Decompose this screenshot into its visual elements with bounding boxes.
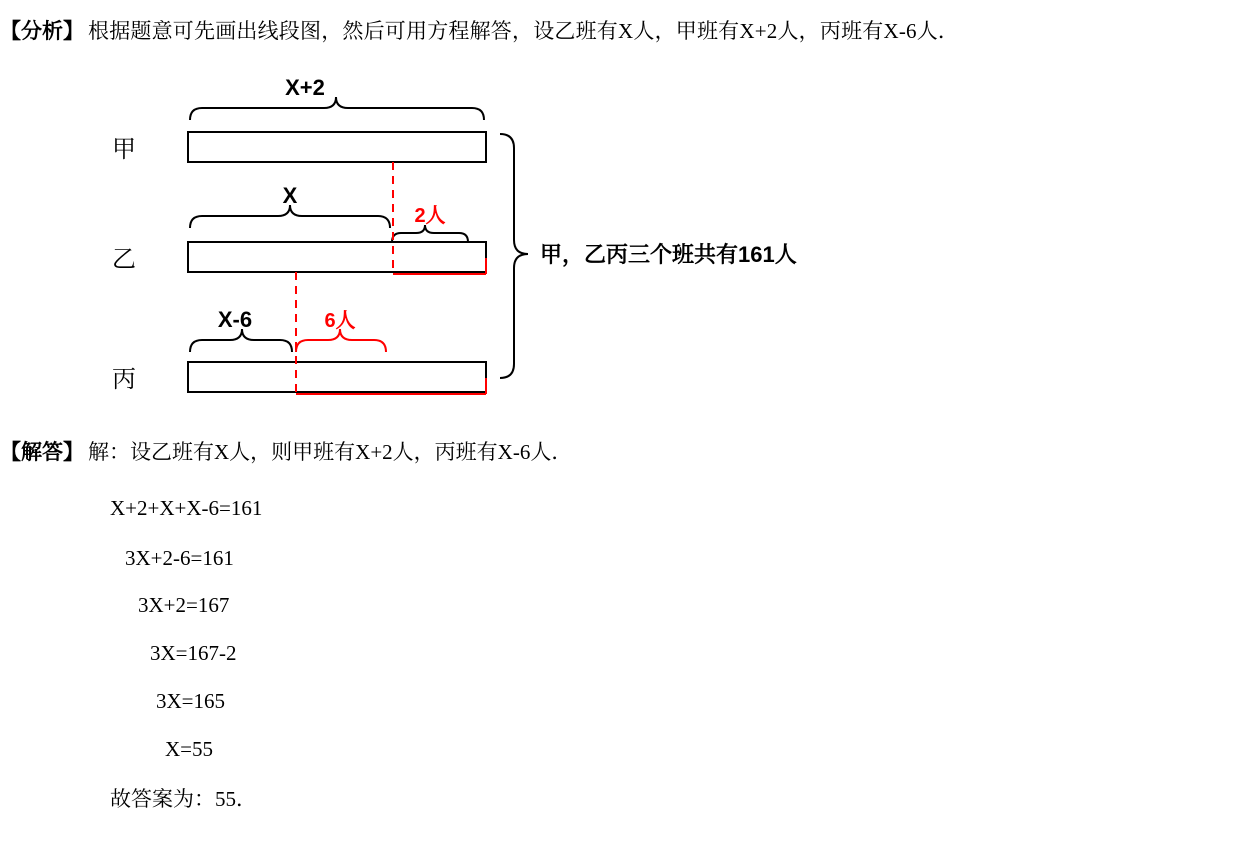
bar-yi <box>188 242 486 272</box>
label-x: X <box>282 183 298 208</box>
final-answer: 故答案为：55． <box>110 787 257 811</box>
label-bing: 丙 <box>112 366 136 393</box>
label-2-people: 2人 <box>414 205 446 227</box>
equation-step: 3X=165 <box>156 689 226 713</box>
analysis-body: 根据题意可先画出线段图，然后可用方程解答，设乙班有X人，甲班有X+2人，丙班有X-6人． <box>88 19 960 43</box>
line-segment-diagram <box>100 62 920 402</box>
equation-step: 3X+2=167 <box>138 593 230 617</box>
label-x-minus-6: X-6 <box>217 307 253 332</box>
analysis-tag: 【分析】 <box>0 19 84 43</box>
solution-tag: 【解答】 <box>0 440 84 464</box>
brace-small-2-people <box>392 225 468 242</box>
label-jia: 甲 <box>112 136 136 163</box>
equation-step: X+2+X+X-6=161 <box>110 496 263 520</box>
bar-bing <box>188 362 486 392</box>
equation-step: 3X=167-2 <box>150 641 237 665</box>
brace-top-x-plus-2 <box>190 97 484 120</box>
equation-step: 3X+2-6=161 <box>125 546 234 570</box>
label-total-students: 甲，乙丙三个班共有161人 <box>540 242 797 267</box>
brace-total <box>500 134 528 378</box>
analysis-paragraph <box>0 16 1234 46</box>
brace-small-6-people <box>296 329 386 352</box>
brace-mid-x <box>190 205 390 228</box>
solution-body: 解：设乙班有X人，则甲班有X+2人，丙班有X-6人． <box>88 440 573 464</box>
label-yi: 乙 <box>112 246 136 273</box>
equation-step: X=55 <box>165 737 214 761</box>
brace-bottom-x-minus-6 <box>190 329 292 352</box>
label-x-plus-2: X+2 <box>285 75 325 100</box>
label-6-people: 6人 <box>324 310 356 332</box>
solution-paragraph <box>0 437 572 467</box>
bar-jia <box>188 132 486 162</box>
